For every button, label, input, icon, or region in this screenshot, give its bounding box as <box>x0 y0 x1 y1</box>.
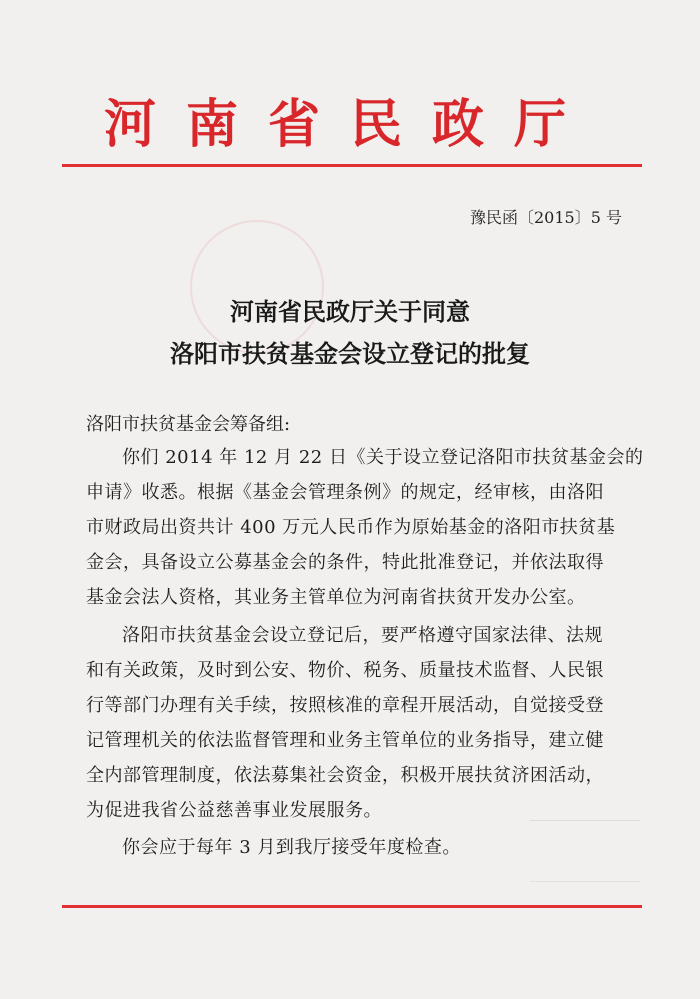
document-title-line1: 河南省民政厅关于同意 <box>230 297 470 326</box>
issuing-authority-header: 河南省民政厅 <box>103 94 596 155</box>
header-red-rule <box>62 164 642 167</box>
paragraph-2 <box>86 618 626 828</box>
document-title-line2: 洛阳市扶贫基金会设立登记的批复 <box>170 339 530 368</box>
paragraph-line: 金会，具备设立公募基金会的条件，特此批准登记，并依法取得 <box>86 552 604 573</box>
paragraph-line: 为促进我省公益慈善事业发展服务。 <box>86 800 382 821</box>
paragraph-line: 记管理机关的依法监督管理和业务主管单位的业务指导，建立健 <box>86 730 604 751</box>
footer-red-rule <box>62 905 642 908</box>
paragraph-line: 全内部管理制度，依法募集社会资金，积极开展扶贫济困活动， <box>86 765 604 786</box>
paragraph-line: 你会应于每年 3 月到我厅接受年度检查。 <box>122 837 461 858</box>
paragraph-line: 和有关政策，及时到公安、物价、税务、质量技术监督、人民银 <box>86 660 604 681</box>
paragraph-line: 行等部门办理有关手续，按照核准的章程开展活动，自觉接受登 <box>86 695 604 716</box>
addressee: 洛阳市扶贫基金会筹备组: <box>86 414 291 435</box>
paragraph-line: 市财政局出资共计 400 万元人民币作为原始基金的洛阳市扶贫基 <box>86 517 616 538</box>
document-number: 豫民函〔2015〕5 号 <box>470 208 622 227</box>
paragraph-line: 洛阳市扶贫基金会设立登记后，要严格遵守国家法律、法规 <box>122 625 603 646</box>
paragraph-1 <box>86 440 644 615</box>
paragraph-line: 申请》收悉。根据《基金会管理条例》的规定，经审核，由洛阳 <box>86 482 604 503</box>
paragraph-3 <box>86 830 626 865</box>
paragraph-line: 基金会法人资格，其业务主管单位为河南省扶贫开发办公室。 <box>86 587 586 608</box>
paragraph-line: 你们 2014 年 12 月 22 日《关于设立登记洛阳市扶贫基金会的 <box>122 447 644 468</box>
